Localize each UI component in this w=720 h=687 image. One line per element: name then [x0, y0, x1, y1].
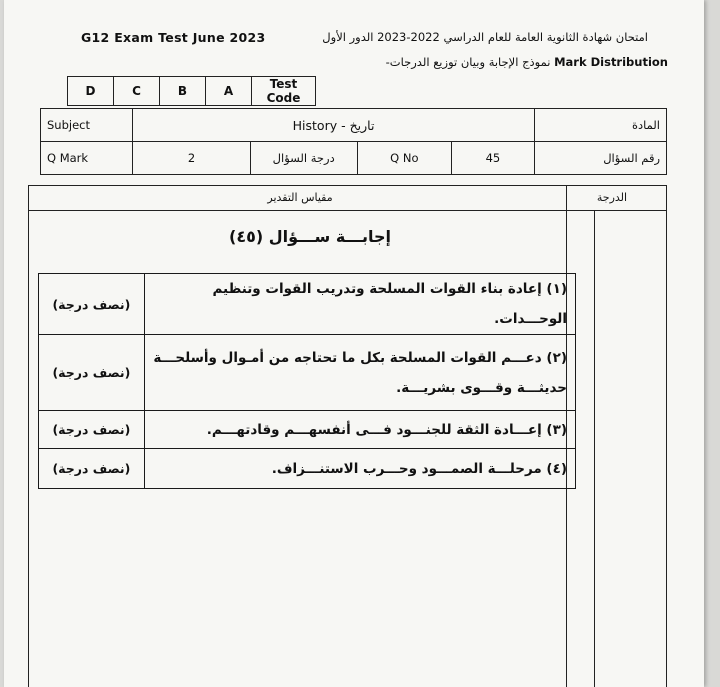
- subject-value-text: History - تاريخ: [292, 117, 375, 133]
- answers-table: [38, 273, 576, 489]
- answer-points: (نصف درجة): [39, 449, 145, 489]
- distribution-en: Mark Distribution: [554, 55, 668, 69]
- question-meta-table: [40, 108, 667, 175]
- qmark-label: Q Mark: [41, 142, 133, 175]
- qno-value: 45: [452, 142, 535, 175]
- mark-distribution-heading: [318, 55, 668, 69]
- code-d: D: [68, 77, 114, 106]
- subject-label-ar: المادة: [534, 109, 666, 142]
- answer-points: (نصف درجة): [39, 335, 145, 411]
- exam-title-en: G12 Exam Test June 2023: [81, 30, 266, 45]
- answer-text: (١) إعادة بناء القوات المسلحة وتدريب القوات وتنظيم الوحـــدات.: [144, 274, 575, 335]
- answer-points: (نصف درجة): [39, 411, 145, 449]
- answer-points: (نصف درجة): [39, 274, 145, 335]
- qmark-label-ar: درجة السؤال: [250, 142, 357, 175]
- answer-text: (٢) دعـــم القوات المسلحة بكل ما تحتاجه من أمـوال وأسلحـــة حديثـــة وقـــوى بشريـــة.: [144, 335, 575, 411]
- frame-inner-divider: [594, 210, 595, 687]
- test-code-label: Test Code: [252, 77, 316, 106]
- qmark-value: 2: [133, 142, 250, 175]
- grade-header: الدرجة: [596, 191, 628, 204]
- answer-row: [39, 274, 576, 335]
- answer-text: (٣) إعـــادة الثقة للجنـــود فـــى أنفسهـــم وقادتهـــم.: [144, 411, 575, 449]
- subject-value: [133, 109, 535, 142]
- frame-header-divider: [29, 210, 666, 211]
- qno-label-ar: رقم السؤال: [534, 142, 666, 175]
- qno-label: Q No: [357, 142, 451, 175]
- code-b: B: [160, 77, 206, 106]
- scale-title: مقياس التقدير: [267, 191, 333, 204]
- code-c: C: [114, 77, 160, 106]
- code-a: A: [206, 77, 252, 106]
- test-code-table: [67, 76, 316, 106]
- exam-title-ar: امتحان شهادة الثانوية العامة للعام الدراسي 2022-2023 الدور الأول: [322, 30, 648, 44]
- answer-row: [39, 335, 576, 411]
- answer-title: إجابـــة ســـؤال (٤٥): [229, 227, 391, 246]
- answer-row: [39, 449, 576, 489]
- answer-text: (٤) مرحلـــة الصمـــود وحـــرب الاستنـــزاف.: [144, 449, 575, 489]
- subject-label: Subject: [41, 109, 133, 142]
- distribution-ar: نموذج الإجابة وبيان توزيع الدرجات-: [385, 55, 551, 69]
- answer-row: [39, 411, 576, 449]
